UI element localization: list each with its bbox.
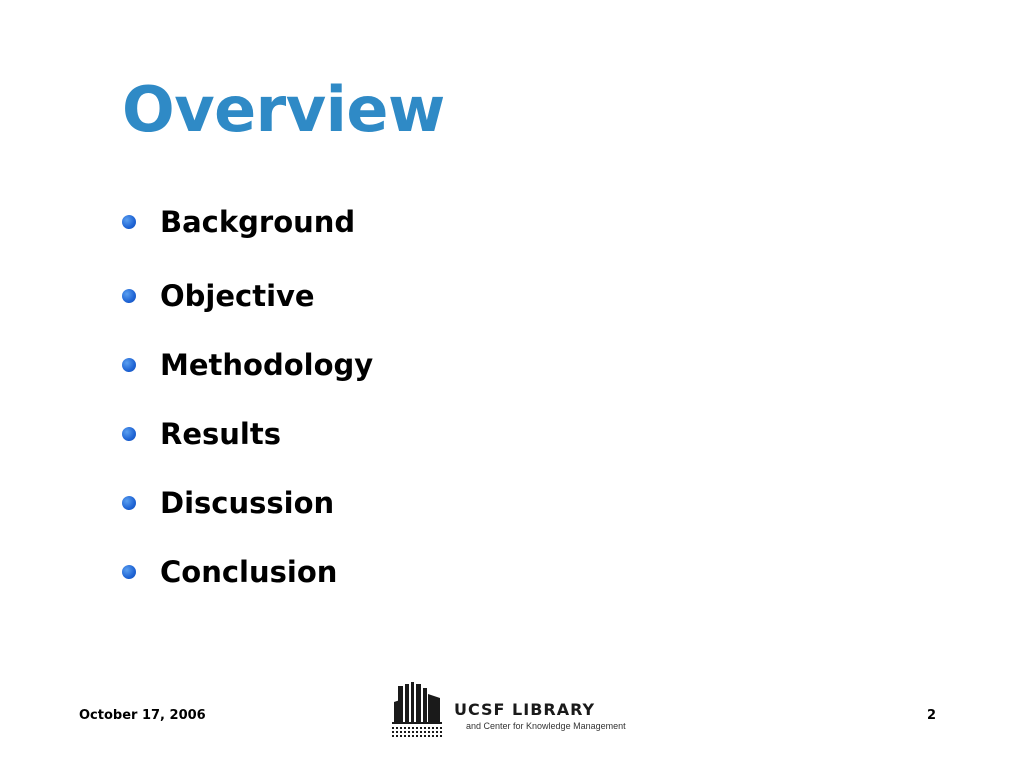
bullet-dot-icon xyxy=(122,565,136,579)
logo-name: UCSF LIBRARY xyxy=(454,700,596,719)
bullet-label: Objective xyxy=(160,279,315,313)
bullet-label: Conclusion xyxy=(160,555,338,589)
bullet-dot-icon xyxy=(122,358,136,372)
bullet-label: Discussion xyxy=(160,486,335,520)
page-number: 2 xyxy=(927,708,937,723)
bullet-label: Results xyxy=(160,417,281,451)
slide-title: Overview xyxy=(122,73,445,146)
bullet-label: Background xyxy=(160,205,356,239)
bullet-label: Methodology xyxy=(160,348,374,382)
bullet-dot-icon xyxy=(122,427,136,441)
bullet-dot-icon xyxy=(122,496,136,510)
logo-subtitle: and Center for Knowledge Management xyxy=(466,721,626,731)
library-books-icon xyxy=(390,680,450,740)
bullet-dot-icon xyxy=(122,215,136,229)
footer-date: October 17, 2006 xyxy=(79,708,206,723)
bullet-dot-icon xyxy=(122,289,136,303)
ucsf-library-logo xyxy=(390,680,640,740)
